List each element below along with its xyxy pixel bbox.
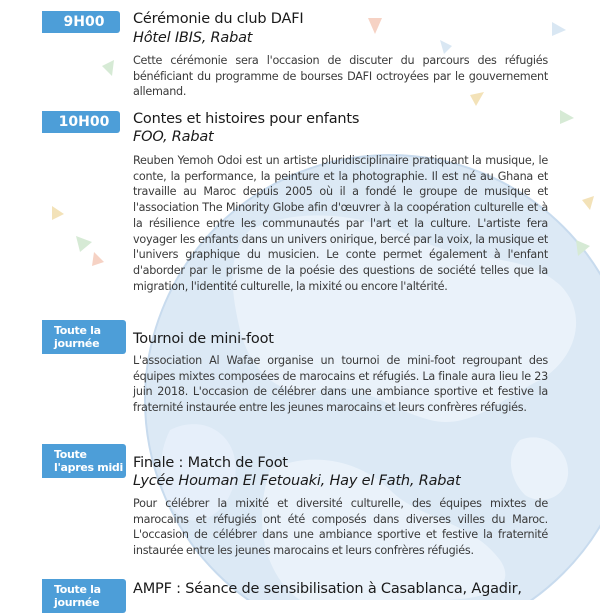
time-badge	[48, 444, 126, 478]
time-badge-line: Toute la	[54, 583, 101, 596]
event-description: Reuben Yemoh Odoi est un artiste pluridisciplinaire pratiquant la musique, le conte, la performance, la peinture et la photographie. Il est né au Ghana et travaille au Maroc depuis 2005 où il a fondé le groupe de musique et l'association The Minority Globe afin d'œuvrer à la coopération culturelle et à la résilience entre les communautés par l'art et la culture. L'artiste fera voyager les enfants dans un univers onirique, bercé par la voix, la musique et l'univers graphique du musicien. Le conte permet également à l'enfant d'aborder par le prisme de la poésie des questions de société telles que la migration, l'identité culturelle, la mixité ou encore l'altérité.	[133, 154, 548, 293]
event-description: Pour célébrer la mixité et diversité culturelle, des équipes mixtes de marocains et réfugiés ont été composés dans diverses villes du Maroc. L'occasion de célébrer dans une ambiance sportive et festive la fraternité instaurée entre les jeunes marocains et leurs confrères réfugiés.	[133, 497, 548, 558]
time-badge	[48, 320, 126, 354]
event-title: AMPF : Séance de sensibilisation à Casablanca, Agadir,	[133, 581, 522, 597]
event-title: Cérémonie du club DAFI	[133, 11, 304, 27]
time-badge: 9H00	[48, 11, 120, 33]
time-badge	[48, 579, 126, 613]
time-badge: 10H00	[48, 111, 120, 133]
event-title: Contes et histoires pour enfants	[133, 111, 360, 127]
time-badge-line: journée	[54, 337, 100, 350]
event-venue: FOO, Rabat	[133, 129, 214, 145]
event-title: Tournoi de mini-foot	[133, 331, 274, 347]
time-badge-line: l'apres midi	[54, 461, 123, 474]
event-title: Finale : Match de Foot	[133, 455, 288, 471]
event-venue: Lycée Houman El Fetouaki, Hay el Fath, Rabat	[133, 473, 461, 489]
event-description: L'association Al Wafae organise un tournoi de mini-foot regroupant des équipes mixtes composées de marocains et réfugiés. La finale aura lieu le 23 juin 2018. L'occasion de célébrer dans une ambiance sportive et festive la fraternité instaurée entre les jeunes marocains et leurs confrères réfugiés.	[133, 354, 548, 415]
time-badge-line: Toute la	[54, 324, 101, 337]
time-badge-line: Toute	[54, 448, 87, 461]
event-description: Cette cérémonie sera l'occasion de discuter du parcours des réfugiés bénéficiant du programme de bourses DAFI octroyées par le gouvernement allemand.	[133, 54, 548, 99]
time-badge-line: journée	[54, 596, 100, 609]
event-venue: Hôtel IBIS, Rabat	[133, 30, 253, 46]
